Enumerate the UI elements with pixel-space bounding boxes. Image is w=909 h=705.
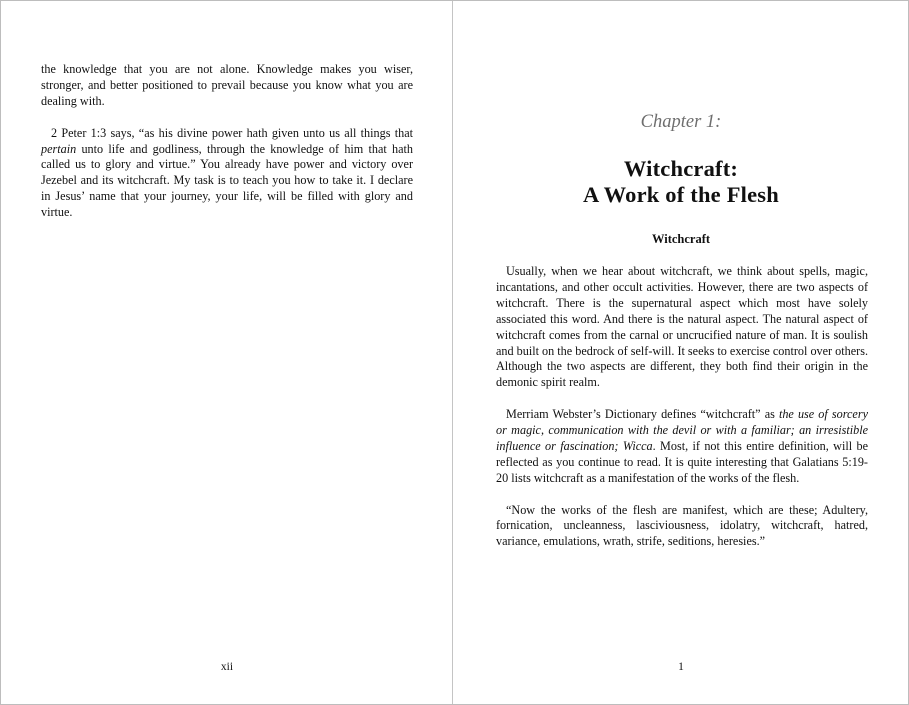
right-paragraph-3 — [496, 503, 868, 551]
left-paragraph-2 — [41, 126, 413, 221]
text-segment: unto life and godliness, through the knowledge of him that hath called us to glory and virtue.” You already have power and victory over Jezebel and its witchcraft. My task is to teach you how to take it. I declare in Jesus’ name that your journey, your life, will be filled with glory and virtue. — [41, 141, 413, 220]
left-page-number: xii — [220, 661, 234, 673]
text-segment: the knowledge that you are not alone. Knowledge makes you wiser, stronger, and better positioned to prevail because you know what you are dealing with. — [41, 62, 413, 108]
left-paragraph-1 — [41, 62, 413, 110]
right-page[interactable] — [454, 1, 908, 704]
chapter-label: Chapter 1: — [640, 112, 722, 132]
chapter-title — [454, 156, 908, 208]
text-segment: Merriam Webster’s Dictionary defines “witchcraft” as — [506, 407, 779, 422]
left-page-body — [41, 62, 413, 237]
italic-segment: the use of sorcery or magic, communication with the devil or with a familiar; an irresistible influence or fascination; Wicca — [496, 407, 868, 453]
italic-segment: pertain — [41, 141, 77, 156]
text-segment: Usually, when we hear about witchcraft, we think about spells, magic, incantations, and other occult activities. However, there are two aspects of witchcraft. There is the supernatural aspect which most have solely associated this word. And there is the natural aspect. The natural aspect of witchcraft comes from the carnal or uncrucified nature of man. It is soulish and built on the bedrock of self-will. It seeks to exercise control over others. Although the two aspects are different, they both find their origin in the demonic spirit realm. — [496, 264, 868, 390]
text-segment: 2 Peter 1:3 says, “as his divine power hath given unto us all things that — [51, 125, 413, 140]
text-segment: . Most, if not this entire definition, will be reflected as you continue to read. It is quite interesting that Galatians 5:19-20 lists witchcraft as a manifestation of the works of the flesh. — [496, 438, 868, 485]
right-paragraph-2 — [496, 407, 868, 487]
section-heading: Witchcraft — [651, 232, 711, 246]
chapter-title-line-2: A Work of the Flesh — [583, 182, 779, 207]
text-segment: “Now the works of the flesh are manifest, which are these; Adultery, fornication, uncleanness, lasciviousness, idolatry, witchcraft, hatred, variance, emulations, wrath, strife, seditions, heresies.” — [496, 502, 868, 549]
right-page-body — [496, 264, 868, 566]
left-page[interactable] — [1, 1, 453, 704]
right-page-number: 1 — [678, 661, 684, 673]
right-paragraph-1 — [496, 264, 868, 391]
chapter-title-line-1: Witchcraft: — [623, 156, 739, 181]
